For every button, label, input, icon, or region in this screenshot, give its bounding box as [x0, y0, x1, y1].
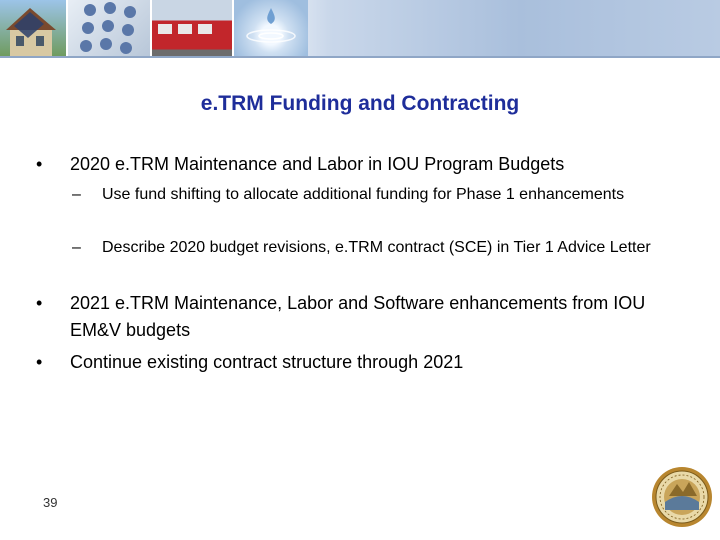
bullet-text: 2021 e.TRM Maintenance, Labor and Software enhancements from IOU EM&V budgets — [70, 293, 646, 340]
sub-bullet-text: Describe 2020 budget revisions, e.TRM contract (SCE) in Tier 1 Advice Letter — [102, 239, 651, 256]
state-seal-logo — [651, 466, 713, 528]
bullet-item — [36, 151, 690, 178]
dash-icon: – — [72, 186, 81, 203]
bullet-item — [36, 349, 690, 376]
slide-title: e.TRM Funding and Contracting — [200, 92, 520, 115]
sub-bullet-item — [72, 183, 682, 207]
bullet-icon: • — [36, 352, 43, 372]
sub-bullet-item — [72, 236, 682, 260]
bullet-text: Continue existing contract structure through 2021 — [70, 352, 464, 372]
bullet-icon: • — [36, 293, 43, 313]
bullet-item — [36, 290, 690, 344]
page-number: 39 — [43, 495, 58, 510]
dash-icon: – — [72, 239, 81, 256]
bullet-text: 2020 e.TRM Maintenance and Labor in IOU Program Budgets — [70, 154, 565, 174]
sub-bullet-text: Use fund shifting to allocate additional funding for Phase 1 enhancements — [102, 186, 625, 203]
bullet-icon: • — [36, 154, 43, 174]
